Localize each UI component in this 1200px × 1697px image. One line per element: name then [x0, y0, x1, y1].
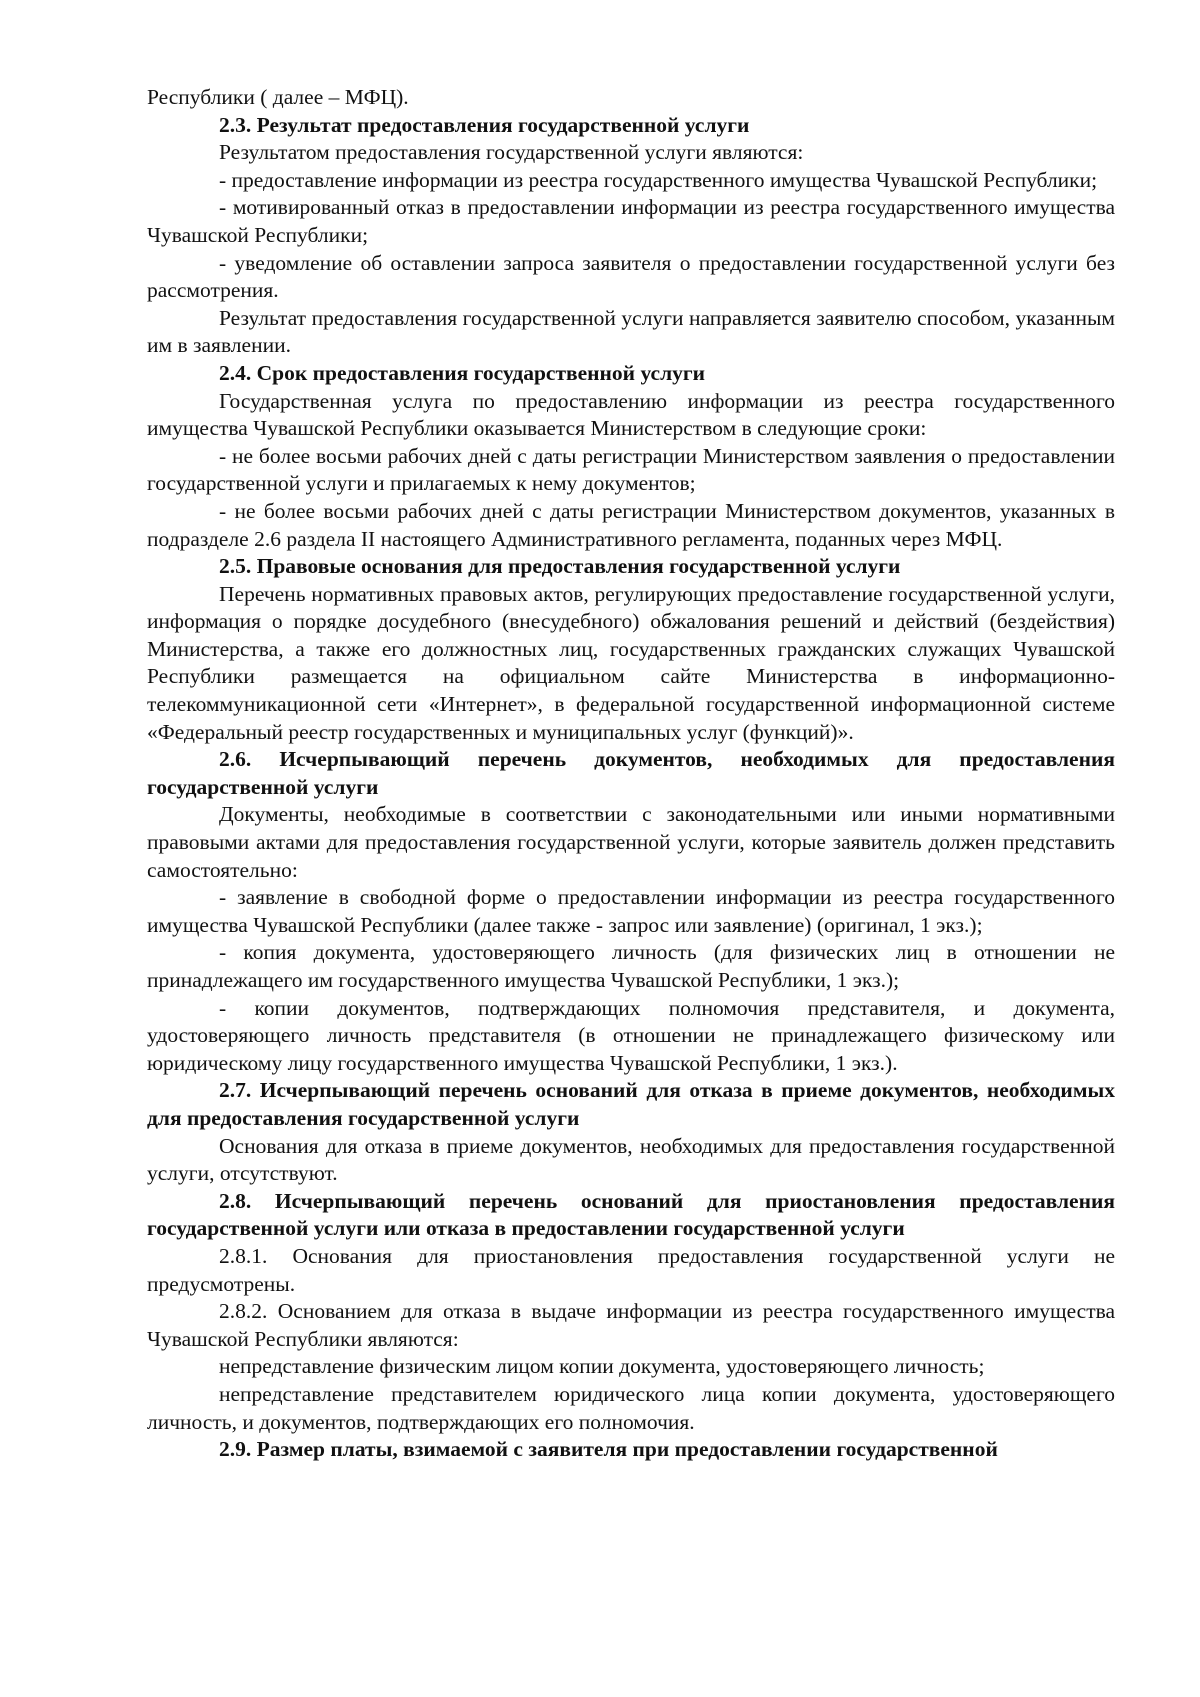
body-paragraph: Документы, необходимые в соответствии с законодательными или иными нормативными правовыми актами для предоставления государственной услуги, которые заявитель должен представить самостоятельно: — [147, 802, 1115, 882]
section-heading-2-8: 2.8. Исчерпывающий перечень оснований для приостановления предоставления государственной услуги или отказа в предоставлении государственной услуги — [147, 1188, 1115, 1241]
body-paragraph: Перечень нормативных правовых актов, регулирующих предоставление государственной услуги, информация о порядке досудебного (внесудебного) обжалования решений и действий (бездействия) Министерства, а также его должностных лиц, государственных гражданских служащих Чувашской Республики размещается на официальном сайте Министерства в информационно-телекоммуникационной сети «Интернет», в федеральной государственной информационной системе «Федеральный реестр государственных и муниципальных услуг (функций)». — [147, 581, 1115, 744]
list-item: - предоставление информации из реестра государственного имущества Чувашской Республики; — [219, 167, 1098, 192]
list-item: - копия документа, удостоверяющего личность (для физических лиц в отношении не принадлежащего им государственного имущества Чувашской Республики, 1 экз.); — [147, 940, 1115, 992]
list-item: - не более восьми рабочих дней с даты регистрации Министерством заявления о предоставлении государственной услуги и прилагаемых к нему документов; — [147, 443, 1115, 496]
list-item: - не более восьми рабочих дней с даты регистрации Министерством документов, указанных в подразделе 2.6 раздела II настоящего Административного регламента, поданных через МФЦ. — [147, 498, 1115, 551]
body-paragraph: 2.8.2. Основанием для отказа в выдаче информации из реестра государственного имущества Чувашской Республики являются: — [147, 1299, 1115, 1351]
document-page — [147, 84, 1115, 1464]
body-paragraph: Результат предоставления государственной услуги направляется заявителю способом, указанным им в заявлении. — [147, 305, 1115, 358]
list-item: непредставление физическим лицом копии документа, удостоверяющего личность; — [219, 1354, 985, 1379]
list-item: - мотивированный отказ в предоставлении информации из реестра государственного имущества Чувашской Республики; — [147, 195, 1115, 247]
list-item: непредставление представителем юридического лица копии документа, удостоверяющего личность, и документов, подтверждающих его полномочия. — [147, 1381, 1115, 1434]
body-paragraph: Основания для отказа в приеме документов, необходимых для предоставления государственной услуги, отсутствуют. — [147, 1133, 1115, 1186]
list-item: - копии документов, подтверждающих полномочия представителя, и документа, удостоверяющего личность представителя (в отношении не принадлежащего физическому или юридическому лицу государственного имущества Чувашской Республики, 1 экз.). — [147, 995, 1115, 1075]
section-heading-2-3: 2.3. Результат предоставления государственной услуги — [219, 112, 750, 137]
list-item: - уведомление об оставлении запроса заявителя о предоставлении государственной услуги без рассмотрения. — [147, 250, 1115, 303]
section-heading-2-5: 2.5. Правовые основания для предоставления государственной услуги — [219, 554, 901, 579]
section-heading-2-9: 2.9. Размер платы, взимаемой с заявителя при предоставлении государственной — [219, 1437, 998, 1462]
continuation-paragraph: Республики ( далее – МФЦ). — [147, 85, 409, 109]
body-paragraph: Результатом предоставления государственной услуги являются: — [219, 140, 804, 165]
list-item: - заявление в свободной форме о предоставлении информации из реестра государственного имущества Чувашской Республики (далее также - запрос или заявление) (оригинал, 1 экз.); — [147, 885, 1115, 937]
body-paragraph: Государственная услуга по предоставлению информации из реестра государственного имущества Чувашской Республики оказывается Министерством в следующие сроки: — [147, 388, 1115, 441]
section-heading-2-6: 2.6. Исчерпывающий перечень документов, необходимых для предоставления государственной услуги — [147, 747, 1115, 799]
section-heading-2-4: 2.4. Срок предоставления государственной услуги — [219, 360, 706, 385]
body-paragraph: 2.8.1. Основания для приостановления предоставления государственной услуги не предусмотрены. — [147, 1243, 1115, 1296]
section-heading-2-7: 2.7. Исчерпывающий перечень оснований для отказа в приеме документов, необходимых для предоставления государственной услуги — [147, 1078, 1115, 1130]
